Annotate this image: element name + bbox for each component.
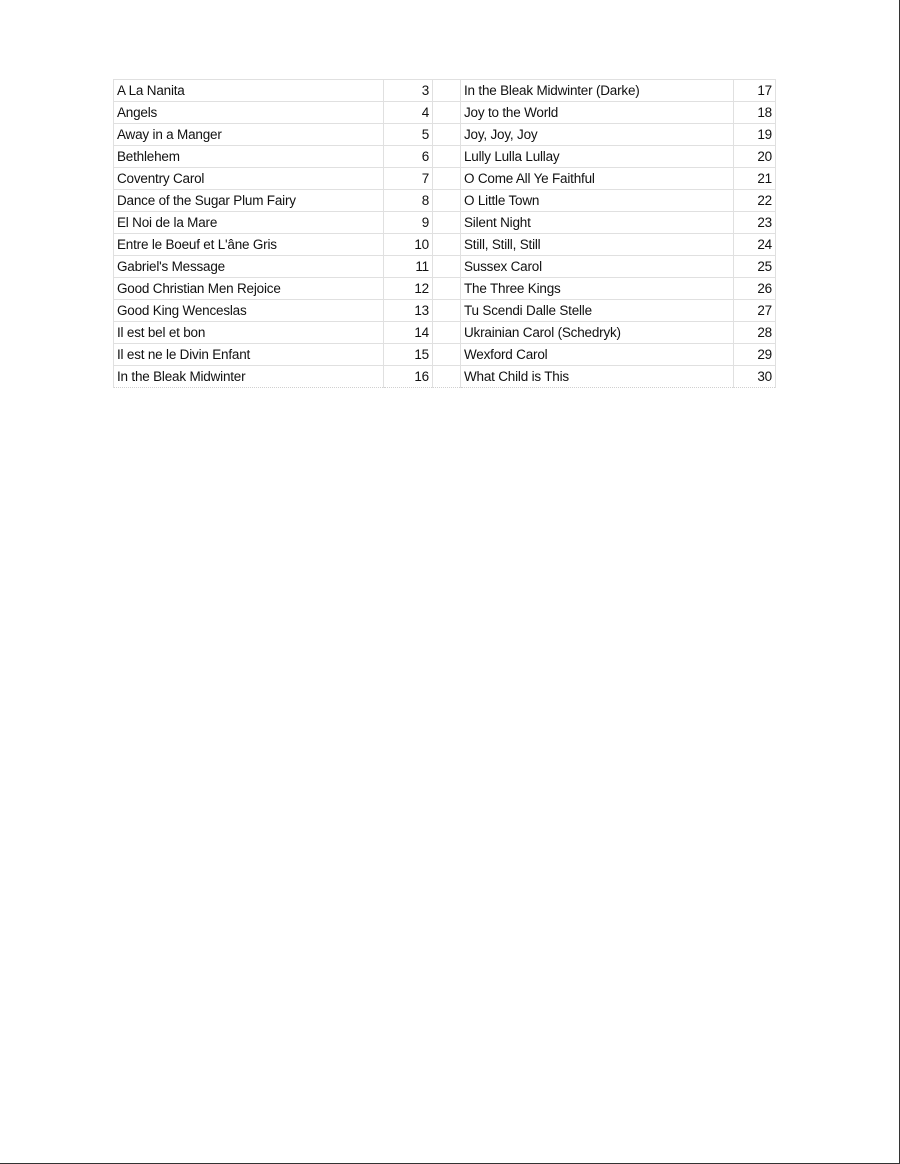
song-title-cell: Bethlehem <box>114 146 384 168</box>
page-number-cell: 23 <box>734 212 776 234</box>
page-number-cell: 19 <box>734 124 776 146</box>
column-gap-cell <box>433 278 461 300</box>
page-number-cell: 3 <box>384 80 433 102</box>
song-title-cell: Angels <box>114 102 384 124</box>
page-number-cell: 5 <box>384 124 433 146</box>
column-gap-cell <box>433 146 461 168</box>
table-row <box>114 234 776 256</box>
page-number-cell: 27 <box>734 300 776 322</box>
song-title-cell: Joy to the World <box>461 102 734 124</box>
table-row <box>114 278 776 300</box>
song-title-cell: In the Bleak Midwinter <box>114 366 384 388</box>
song-title-cell: Coventry Carol <box>114 168 384 190</box>
page-number-cell: 30 <box>734 366 776 388</box>
column-gap-cell <box>433 366 461 388</box>
song-title-cell: Lully Lulla Lullay <box>461 146 734 168</box>
page-number-cell: 21 <box>734 168 776 190</box>
page-number-cell: 6 <box>384 146 433 168</box>
column-gap-cell <box>433 322 461 344</box>
song-title-cell: Silent Night <box>461 212 734 234</box>
song-title-cell: Good Christian Men Rejoice <box>114 278 384 300</box>
page-number-cell: 11 <box>384 256 433 278</box>
page-number-cell: 4 <box>384 102 433 124</box>
song-title-cell: Away in a Manger <box>114 124 384 146</box>
column-gap-cell <box>433 102 461 124</box>
column-gap-cell <box>433 124 461 146</box>
song-title-cell: Still, Still, Still <box>461 234 734 256</box>
page-number-cell: 16 <box>384 366 433 388</box>
song-title-cell: Good King Wenceslas <box>114 300 384 322</box>
table-row <box>114 168 776 190</box>
song-title-cell: In the Bleak Midwinter (Darke) <box>461 80 734 102</box>
page-number-cell: 17 <box>734 80 776 102</box>
contents-table <box>113 79 776 388</box>
song-title-cell: O Come All Ye Faithful <box>461 168 734 190</box>
page-number-cell: 14 <box>384 322 433 344</box>
table-row <box>114 124 776 146</box>
table-row <box>114 80 776 102</box>
column-gap-cell <box>433 212 461 234</box>
column-gap-cell <box>433 190 461 212</box>
table-row <box>114 146 776 168</box>
page-number-cell: 29 <box>734 344 776 366</box>
page-number-cell: 15 <box>384 344 433 366</box>
song-title-cell: Tu Scendi Dalle Stelle <box>461 300 734 322</box>
song-title-cell: Il est bel et bon <box>114 322 384 344</box>
song-title-cell: O Little Town <box>461 190 734 212</box>
page-number-cell: 13 <box>384 300 433 322</box>
contents-body <box>114 80 776 388</box>
table-row <box>114 300 776 322</box>
song-title-cell: Ukrainian Carol (Schedryk) <box>461 322 734 344</box>
song-title-cell: A La Nanita <box>114 80 384 102</box>
table-row <box>114 256 776 278</box>
page-number-cell: 28 <box>734 322 776 344</box>
table-row <box>114 212 776 234</box>
page-number-cell: 18 <box>734 102 776 124</box>
column-gap-cell <box>433 168 461 190</box>
song-title-cell: Gabriel's Message <box>114 256 384 278</box>
song-title-cell: The Three Kings <box>461 278 734 300</box>
song-title-cell: Joy, Joy, Joy <box>461 124 734 146</box>
column-gap-cell <box>433 256 461 278</box>
page-number-cell: 10 <box>384 234 433 256</box>
song-title-cell: El Noi de la Mare <box>114 212 384 234</box>
song-title-cell: Wexford Carol <box>461 344 734 366</box>
table-row <box>114 102 776 124</box>
page-number-cell: 9 <box>384 212 433 234</box>
column-gap-cell <box>433 300 461 322</box>
column-gap-cell <box>433 234 461 256</box>
table-row <box>114 366 776 388</box>
song-title-cell: Dance of the Sugar Plum Fairy <box>114 190 384 212</box>
song-title-cell: What Child is This <box>461 366 734 388</box>
table-row <box>114 344 776 366</box>
column-gap-cell <box>433 344 461 366</box>
page-number-cell: 20 <box>734 146 776 168</box>
column-gap-cell <box>433 80 461 102</box>
page-number-cell: 8 <box>384 190 433 212</box>
page-number-cell: 7 <box>384 168 433 190</box>
page-number-cell: 12 <box>384 278 433 300</box>
page-number-cell: 22 <box>734 190 776 212</box>
song-title-cell: Entre le Boeuf et L'âne Gris <box>114 234 384 256</box>
table-row <box>114 322 776 344</box>
song-title-cell: Sussex Carol <box>461 256 734 278</box>
song-title-cell: Il est ne le Divin Enfant <box>114 344 384 366</box>
page-number-cell: 26 <box>734 278 776 300</box>
page-number-cell: 25 <box>734 256 776 278</box>
page-number-cell: 24 <box>734 234 776 256</box>
table-row <box>114 190 776 212</box>
